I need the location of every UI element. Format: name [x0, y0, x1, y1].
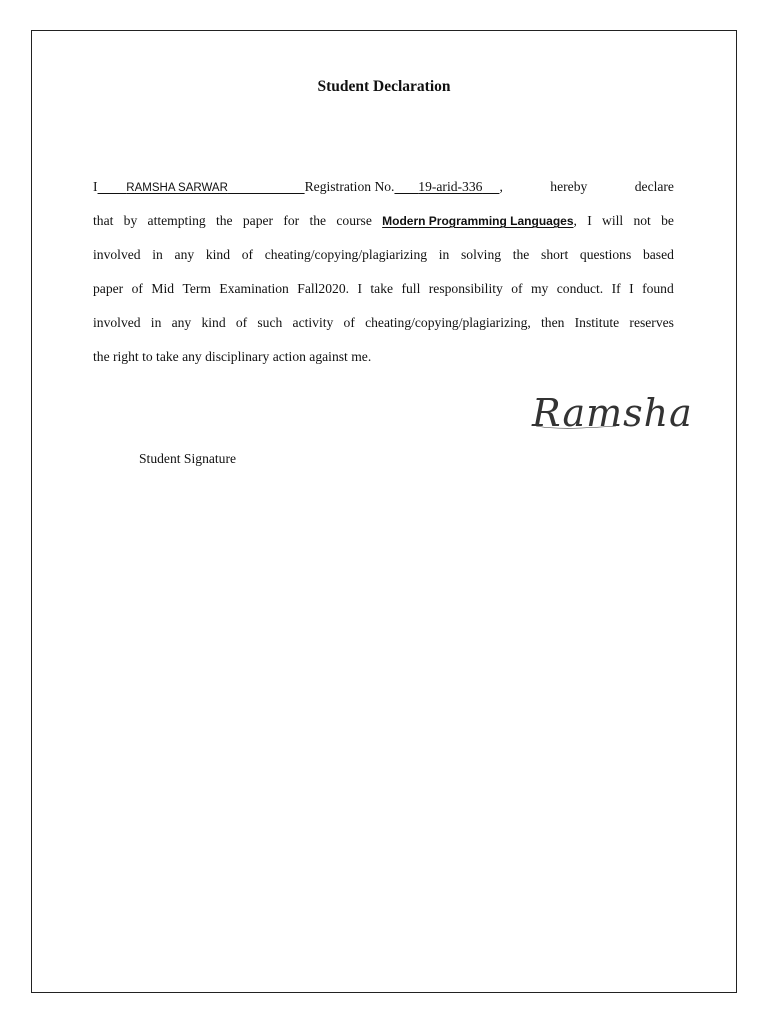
- word: based: [642, 247, 674, 262]
- line2-word: attempting: [147, 213, 206, 228]
- declaration-paragraph: [93, 170, 674, 374]
- word: cheating/copying/plagiarizing: [264, 247, 428, 262]
- word: reserves: [629, 315, 674, 330]
- word: found: [642, 281, 674, 296]
- line2-word: that: [93, 213, 114, 228]
- word: conduct.: [556, 281, 604, 296]
- word: my: [530, 281, 549, 296]
- word: such: [257, 315, 283, 330]
- word: of: [241, 247, 254, 262]
- word: questions: [579, 247, 632, 262]
- declaration-lead: I: [93, 179, 98, 194]
- reg-pad-left: [394, 179, 418, 194]
- word: activity: [292, 315, 334, 330]
- declaration-line-2: [93, 204, 674, 238]
- line2-word: paper: [242, 213, 274, 228]
- word: cheating/copying/plagiarizing,: [365, 315, 531, 330]
- word: short: [541, 247, 569, 262]
- word: of: [511, 281, 523, 296]
- word: If: [611, 281, 621, 296]
- line2-word: be: [661, 213, 674, 228]
- word: involved: [93, 247, 141, 262]
- student-name-field: [98, 182, 305, 194]
- course-name: Modern Programming Languages: [382, 214, 574, 228]
- word: involved: [93, 315, 141, 330]
- line2-word: course: [336, 213, 372, 228]
- word: in: [152, 247, 163, 262]
- word: kind: [205, 247, 231, 262]
- word: of: [235, 315, 248, 330]
- name-segment: [93, 170, 503, 204]
- declaration-line-4: [93, 272, 674, 306]
- signature-label: Student Signature: [139, 451, 237, 466]
- declaration-line-5: [93, 306, 674, 340]
- handwritten-signature: [528, 390, 718, 440]
- word-declare: declare: [634, 179, 674, 194]
- word: Examination: [219, 281, 289, 296]
- word: in: [150, 315, 162, 330]
- word: any: [171, 315, 192, 330]
- word: responsibility: [428, 281, 503, 296]
- word: any: [174, 247, 195, 262]
- word: I: [629, 281, 634, 296]
- registration-number-value: 19-arid-336: [418, 179, 483, 194]
- word: of: [131, 281, 143, 296]
- word: take: [370, 281, 394, 296]
- word: Institute: [574, 315, 620, 330]
- registration-comma: ,: [499, 179, 503, 194]
- word: of: [343, 315, 355, 330]
- line2-word: not: [633, 213, 651, 228]
- line2-word: will: [602, 213, 624, 228]
- word: in: [438, 247, 450, 262]
- word: paper: [93, 281, 124, 296]
- word: the: [512, 247, 530, 262]
- word: then: [541, 315, 565, 330]
- line2-word: the: [215, 213, 233, 228]
- course-group: [382, 204, 577, 238]
- declaration-line-3: [93, 238, 674, 272]
- word: solving: [461, 247, 502, 262]
- registration-number-field: [394, 179, 499, 194]
- word: I: [357, 281, 362, 296]
- line2-word: I: [587, 213, 592, 228]
- reg-pad-right: [482, 179, 499, 194]
- word: kind: [201, 315, 226, 330]
- word-hereby: hereby: [550, 179, 588, 194]
- declaration-line-1: [93, 170, 674, 204]
- line2-word: the: [309, 213, 327, 228]
- course-comma: ,: [573, 213, 577, 228]
- page-title: Student Declaration: [317, 78, 451, 95]
- line2-word: for: [283, 213, 300, 228]
- word: full: [401, 281, 421, 296]
- student-name-value: RAMSHA SARWAR: [126, 182, 228, 194]
- word: Mid: [151, 281, 175, 296]
- name-pad-right: [228, 182, 305, 194]
- word: Term: [182, 281, 211, 296]
- svg-text:Ramsha: Ramsha: [532, 391, 693, 435]
- declaration-line-6: the right to take any disciplinary action against me.: [93, 349, 372, 364]
- word: Fall2020.: [297, 281, 350, 296]
- line2-word: by: [123, 213, 138, 228]
- name-pad-left: [98, 182, 127, 194]
- registration-label: Registration No.: [304, 179, 395, 194]
